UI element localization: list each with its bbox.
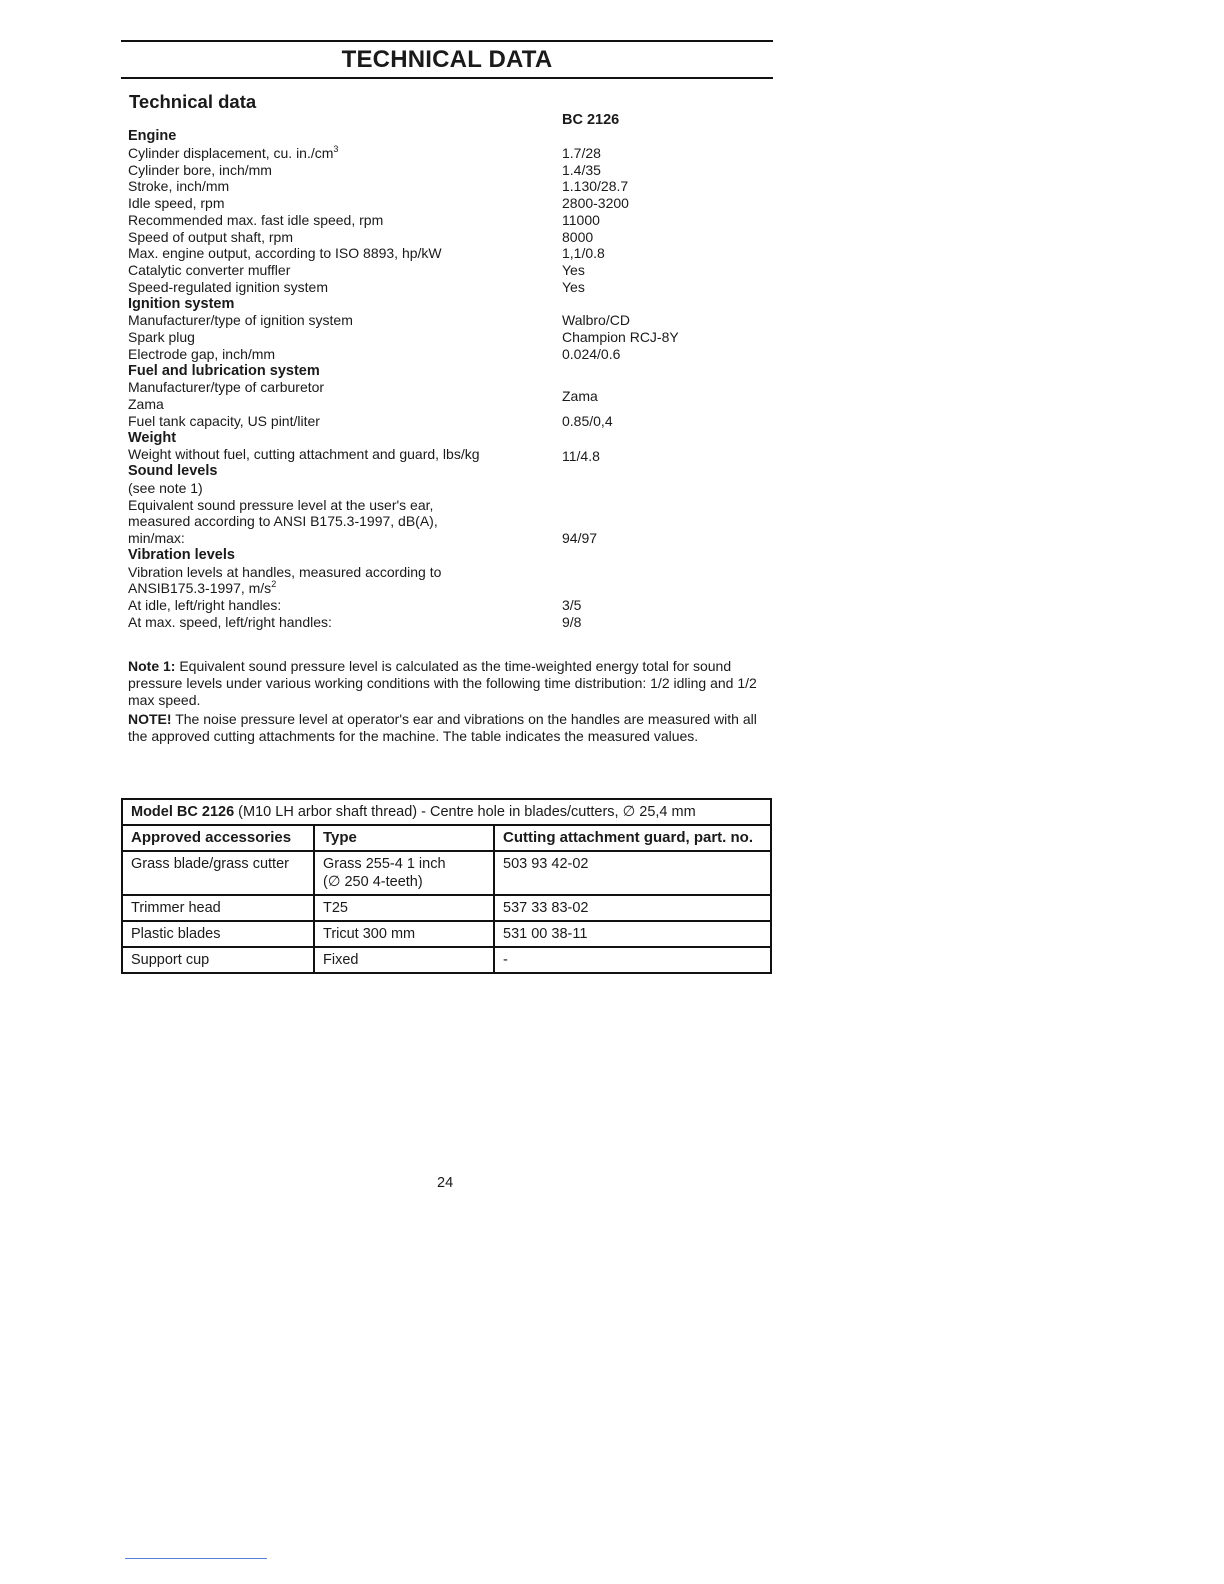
spec-label-text: Max. engine output, according to ISO 8893, hp/kW <box>128 245 442 262</box>
spec-label <box>128 279 328 296</box>
spec-row <box>128 229 768 246</box>
spec-value: 94/97 <box>562 530 598 546</box>
title-rule <box>121 77 773 79</box>
spec-label-text: Catalytic converter muffler <box>128 262 291 278</box>
note-2 <box>128 711 768 745</box>
spec-value: 1.130/28.7 <box>562 178 629 195</box>
spec-row <box>128 614 768 631</box>
spec-label-text: Speed of output shaft, rpm <box>128 228 293 245</box>
spec-row <box>128 346 768 363</box>
spec-label-superscript: 3 <box>333 143 339 154</box>
note-2-lead: NOTE! <box>128 711 172 727</box>
spec-section-heading <box>128 430 768 447</box>
note-1-lead: Note 1: <box>128 658 176 674</box>
spec-row <box>128 245 768 262</box>
spec-label <box>128 245 442 262</box>
top-rule <box>121 40 773 42</box>
section-label: Weight <box>128 429 177 446</box>
section-title: Technical data <box>129 91 257 112</box>
header-guard: Cutting attachment guard, part. no. <box>494 825 771 851</box>
spec-label <box>128 497 433 514</box>
spec-label <box>128 396 164 413</box>
spec-value: 2800-3200 <box>562 195 629 211</box>
spec-section-heading <box>128 547 768 564</box>
model-caption-lead: Model BC 2126 <box>131 804 235 820</box>
spec-label-text: ANSIB175.3-1997, m/s <box>128 580 272 597</box>
spec-label-text: Recommended max. fast idle speed, rpm <box>128 211 384 228</box>
cell-accessory: Plastic blades <box>122 921 314 947</box>
spec-label <box>128 145 338 162</box>
footer-link-line <box>125 1558 267 1559</box>
spec-row <box>128 379 768 396</box>
note-2-text: The noise pressure level at operator's ear and vibrations on the handles are measured with all the approved cutting attachments for the machine. The table indicates the measured values. <box>128 711 757 744</box>
spec-row <box>128 388 768 413</box>
spec-value: 0.85/0,4 <box>562 412 613 429</box>
spec-row <box>128 480 768 497</box>
spec-section-heading <box>128 463 768 480</box>
spec-row <box>128 178 768 195</box>
spec-value: 0.024/0.6 <box>562 345 621 362</box>
spec-row <box>128 446 768 463</box>
cell-guard: - <box>494 947 771 973</box>
spec-label <box>128 262 290 279</box>
cell-guard: 531 00 38-11 <box>494 921 771 947</box>
spec-section-heading <box>128 296 768 313</box>
spec-row <box>128 413 768 430</box>
spec-label <box>128 162 272 179</box>
spec-value: Yes <box>562 262 585 278</box>
spec-label-text: Manufacturer/type of carburetor <box>128 379 325 396</box>
note-1 <box>128 658 768 709</box>
spec-row <box>128 195 768 212</box>
cell-type-line2: (∅ 250 4-teeth) <box>323 874 423 890</box>
spec-value: 1.7/28 <box>562 144 601 161</box>
model-caption <box>122 799 771 825</box>
spec-row <box>128 212 768 229</box>
spec-row <box>128 162 768 179</box>
spec-label <box>128 212 383 229</box>
spec-row <box>128 262 768 279</box>
cell-type <box>314 851 494 895</box>
section-label: Vibration levels <box>128 546 235 563</box>
spec-label <box>128 564 441 581</box>
spec-label-text: Zama <box>128 396 164 412</box>
cell-type-line1: Grass 255-4 1 inch <box>323 856 446 872</box>
spec-row <box>128 580 768 597</box>
spec-row <box>128 530 768 547</box>
table-row <box>122 947 771 973</box>
spec-value: 1.4/35 <box>562 161 601 178</box>
section-label: Engine <box>128 128 177 144</box>
spec-label-text: At max. speed, left/right handles: <box>128 613 332 630</box>
spec-label-text: (see note 1) <box>128 479 203 496</box>
cell-type: T25 <box>314 895 494 921</box>
spec-label <box>128 229 293 246</box>
section-label: Ignition system <box>128 295 235 312</box>
spec-label-text: Idle speed, rpm <box>128 195 225 211</box>
spec-row <box>128 312 768 329</box>
spec-label-text: At idle, left/right handles: <box>128 597 282 613</box>
spec-label <box>128 614 332 631</box>
spec-value: 3/5 <box>562 597 582 613</box>
page-number: 24 <box>437 1175 454 1191</box>
table-header <box>122 825 771 851</box>
section-label: Fuel and lubrication system <box>128 362 320 379</box>
spec-value: Walbro/CD <box>562 312 630 329</box>
spec-row <box>128 497 768 514</box>
spec-label-text: Cylinder bore, inch/mm <box>128 161 272 178</box>
spec-row <box>128 329 768 346</box>
spec-label <box>128 346 275 363</box>
spec-label <box>128 597 281 614</box>
spec-row <box>128 145 768 162</box>
spec-label-text: Weight without fuel, cutting attachment and guard, lbs/kg <box>128 446 480 463</box>
spec-value: Zama <box>562 388 598 404</box>
spec-value: 8000 <box>562 228 594 245</box>
cell-accessory: Support cup <box>122 947 314 973</box>
cell-type: Fixed <box>314 947 494 973</box>
section-label: Sound levels <box>128 463 218 479</box>
spec-value: Yes <box>562 278 585 295</box>
accessories-table <box>121 798 772 974</box>
spec-label-text: Spark plug <box>128 329 195 345</box>
page-title: TECHNICAL DATA <box>341 46 553 73</box>
spec-label-text: Cylinder displacement, cu. in./cm <box>128 144 334 161</box>
spec-label <box>128 480 203 497</box>
spec-label-text: measured according to ANSI B175.3-1997, dB(A), <box>128 513 438 530</box>
table-row <box>122 851 771 895</box>
spec-label-text: Stroke, inch/mm <box>128 178 230 195</box>
spec-row <box>128 279 768 296</box>
spec-section-heading <box>128 363 768 380</box>
model-caption-text: (M10 LH arbor shaft thread) - Centre hole in blades/cutters, ∅ 25,4 mm <box>234 804 696 820</box>
spec-value: 11/4.8 <box>562 448 600 465</box>
spec-label <box>128 530 185 547</box>
notes <box>128 658 768 747</box>
spec-label <box>128 413 320 430</box>
spec-value: 9/8 <box>562 613 582 630</box>
table-row <box>122 921 771 947</box>
table-row <box>122 895 771 921</box>
model-column-header: BC 2126 <box>562 112 620 128</box>
cell-guard: 503 93 42-02 <box>494 851 771 895</box>
spec-label <box>128 312 353 329</box>
spec-label <box>128 446 480 463</box>
spec-row <box>128 513 768 530</box>
spec-label <box>128 195 225 212</box>
spec-label-text: Electrode gap, inch/mm <box>128 345 276 362</box>
spec-value: 1,1/0.8 <box>562 245 605 262</box>
spec-label-text: Manufacturer/type of ignition system <box>128 312 353 329</box>
spec-label <box>128 329 195 346</box>
note-1-text: Equivalent sound pressure level is calculated as the time-weighted energy total for sound pressure levels under various working conditions with the following time distribution: 1/2 idling and 1/2 max speed. <box>128 658 757 708</box>
spec-label-text: Fuel tank capacity, US pint/liter <box>128 412 320 429</box>
spec-label <box>128 513 438 530</box>
cell-accessory: Trimmer head <box>122 895 314 921</box>
header-accessories: Approved accessories <box>122 825 314 851</box>
spec-label-text: Speed-regulated ignition system <box>128 278 329 295</box>
cell-guard: 537 33 83-02 <box>494 895 771 921</box>
spec-row <box>128 597 768 614</box>
spec-label-text: Equivalent sound pressure level at the user's ear, <box>128 496 434 513</box>
spec-value: Champion RCJ-8Y <box>562 329 679 345</box>
spec-label-text: Vibration levels at handles, measured according to <box>128 563 442 580</box>
cell-accessory: Grass blade/grass cutter <box>122 851 314 895</box>
spec-row <box>128 564 768 581</box>
spec-label <box>128 379 324 396</box>
spec-label-text: min/max: <box>128 530 185 546</box>
cell-type: Tricut 300 mm <box>314 921 494 947</box>
spec-label <box>128 580 276 597</box>
spec-section-heading <box>128 128 768 145</box>
header-type: Type <box>314 825 494 851</box>
spec-value: 11000 <box>562 211 600 228</box>
spec-label-superscript: 2 <box>271 579 277 590</box>
spec-label <box>128 178 229 195</box>
